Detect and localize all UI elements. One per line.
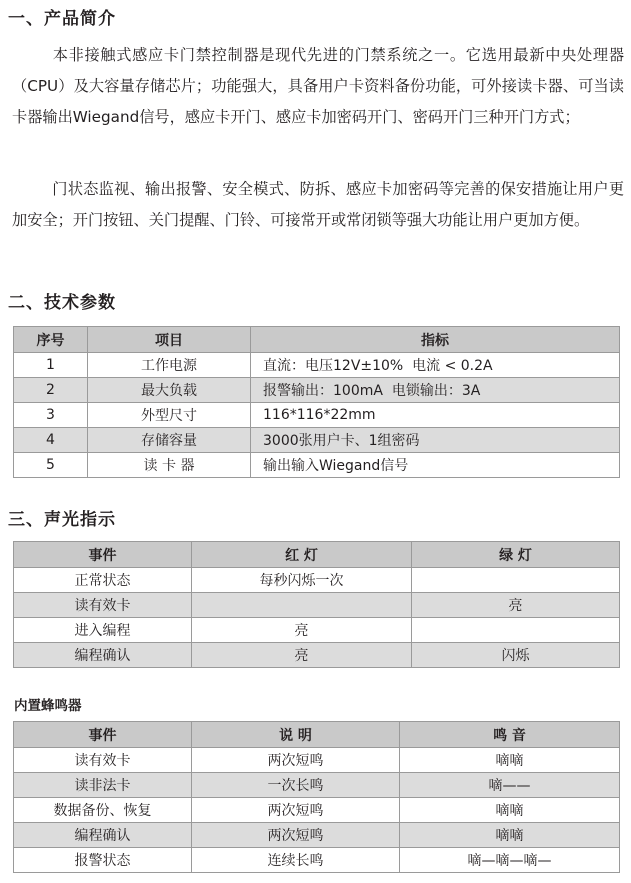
table-row [14, 798, 620, 823]
table-cell: 一次长鸣 [192, 773, 400, 798]
table-row [14, 823, 620, 848]
table-row [14, 773, 620, 798]
column-header: 说 明 [192, 722, 400, 748]
table-cell: 1 [14, 353, 88, 378]
column-header: 项目 [88, 327, 251, 353]
column-header: 红 灯 [192, 542, 412, 568]
table-row [14, 593, 620, 618]
table-row [14, 748, 620, 773]
table-cell [192, 593, 412, 618]
column-header: 指标 [251, 327, 620, 353]
section-title-product-intro: 一、产品简介 [8, 9, 116, 29]
table-cell: 直流：电压12V±10% 电流 < 0.2A [251, 353, 620, 378]
table-cell: 编程确认 [14, 823, 192, 848]
table-header-row [14, 722, 620, 748]
table-cell [412, 568, 620, 593]
table-cell: 每秒闪烁一次 [192, 568, 412, 593]
table-cell: 读 卡 器 [88, 453, 251, 478]
table-cell: 两次短鸣 [192, 823, 400, 848]
table-cell: 两次短鸣 [192, 748, 400, 773]
tech-specs-table [13, 326, 620, 478]
table-cell: 读非法卡 [14, 773, 192, 798]
table-cell: 读有效卡 [14, 593, 192, 618]
table-cell: 嘀—嘀—嘀— [400, 848, 620, 873]
table-cell: 闪烁 [412, 643, 620, 668]
table-row [14, 453, 620, 478]
table-cell: 4 [14, 428, 88, 453]
table-cell: 报警状态 [14, 848, 192, 873]
table-cell: 亮 [192, 618, 412, 643]
product-intro-paragraph-2 [12, 174, 624, 236]
table-cell: 工作电源 [88, 353, 251, 378]
table-row [14, 618, 620, 643]
table-row [14, 378, 620, 403]
table-cell: 输出输入Wiegand信号 [251, 453, 620, 478]
column-header: 鸣 音 [400, 722, 620, 748]
table-cell: 存储容量 [88, 428, 251, 453]
product-intro-paragraph-1 [12, 40, 624, 133]
table-cell: 亮 [192, 643, 412, 668]
section-title-tech-specs: 二、技术参数 [8, 293, 116, 313]
table-cell: 3000张用户卡、1组密码 [251, 428, 620, 453]
table-cell: 两次短鸣 [192, 798, 400, 823]
table-cell: 进入编程 [14, 618, 192, 643]
table-cell: 3 [14, 403, 88, 428]
table-row [14, 353, 620, 378]
table-cell: 数据备份、恢复 [14, 798, 192, 823]
table-cell: 116*116*22mm [251, 403, 620, 428]
product-intro-text-1: 本非接触式感应卡门禁控制器是现代先进的门禁系统之一。它选用最新中央处理器（CPU）及大容量存储芯片；功能强大，具备用户卡资料备份功能，可外接读卡器、可当读卡器输出Wiegand信号，感应卡开门、感应卡加密码开门、密码开门三种开门方式； [12, 46, 624, 126]
column-header: 序号 [14, 327, 88, 353]
table-cell: 5 [14, 453, 88, 478]
column-header: 事件 [14, 542, 192, 568]
column-header: 绿 灯 [412, 542, 620, 568]
table-cell: 嘀—— [400, 773, 620, 798]
table-row [14, 568, 620, 593]
table-cell: 2 [14, 378, 88, 403]
indicator-table [13, 541, 620, 668]
table-cell: 正常状态 [14, 568, 192, 593]
table-header-row [14, 542, 620, 568]
table-row [14, 403, 620, 428]
table-row [14, 428, 620, 453]
table-cell [412, 618, 620, 643]
column-header: 事件 [14, 722, 192, 748]
buzzer-subtitle: 内置蜂鸣器 [14, 698, 82, 714]
table-cell: 连续长鸣 [192, 848, 400, 873]
table-cell: 外型尺寸 [88, 403, 251, 428]
product-intro-text-2: 门状态监视、输出报警、安全模式、防拆、感应卡加密码等完善的保安措施让用户更加安全；开门按钮、关门提醒、门铃、可接常开或常闭锁等强大功能让用户更加方便。 [12, 180, 624, 229]
table-cell: 报警输出：100mA 电锁输出：3A [251, 378, 620, 403]
buzzer-table [13, 721, 620, 873]
table-cell: 编程确认 [14, 643, 192, 668]
table-row [14, 848, 620, 873]
table-cell: 读有效卡 [14, 748, 192, 773]
table-cell: 最大负载 [88, 378, 251, 403]
table-cell: 嘀嘀 [400, 823, 620, 848]
table-cell: 嘀嘀 [400, 798, 620, 823]
table-header-row [14, 327, 620, 353]
table-cell: 嘀嘀 [400, 748, 620, 773]
section-title-indicators: 三、声光指示 [8, 510, 116, 530]
table-cell: 亮 [412, 593, 620, 618]
table-row [14, 643, 620, 668]
